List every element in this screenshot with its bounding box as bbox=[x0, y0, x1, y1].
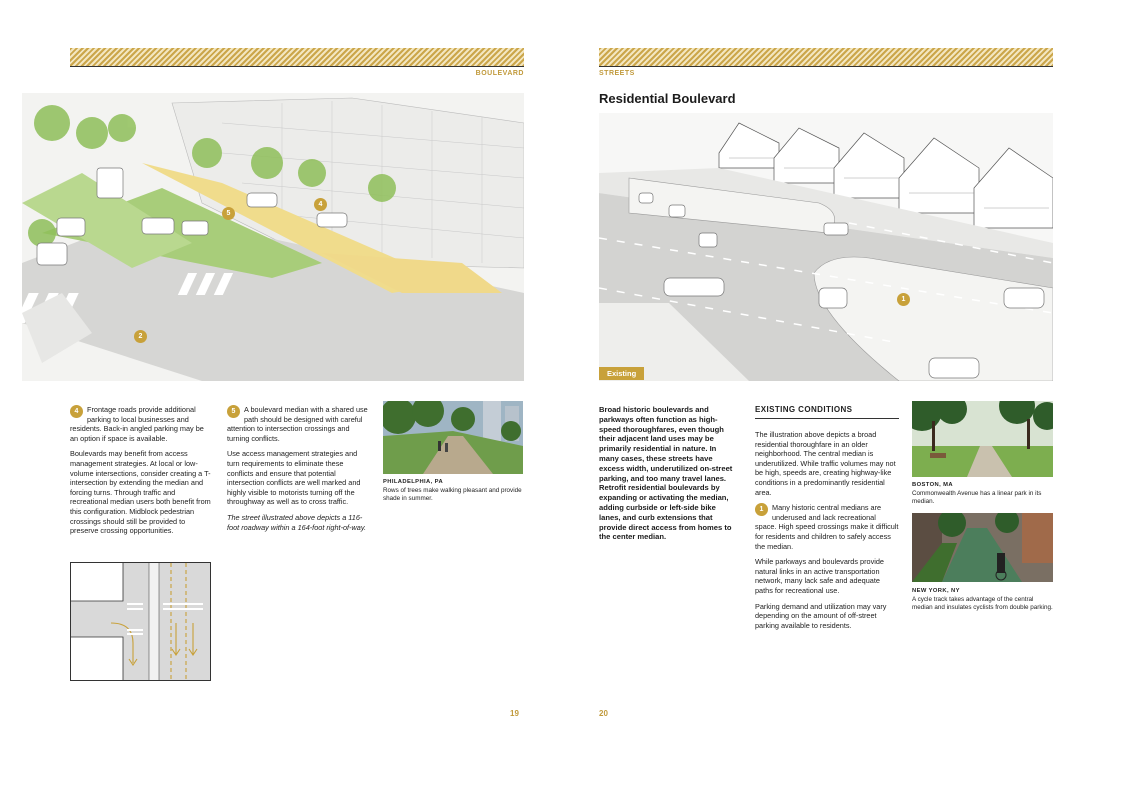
access-management-paragraph: Boulevards may benefit from access management strategies. At local or low-volume intersections, consider creating a T-intersection by extending the median and forcing turns. Through traffic and recreational median users both benefit from this configuration. Midblock pedestrian crossings should still be provided to preserve crossing opportunities. bbox=[70, 449, 211, 536]
photo-caption-text: A cycle track takes advantage of the central median and insulates cyclists from double parking. bbox=[912, 596, 1053, 611]
callout-badge-4: 4 bbox=[314, 198, 327, 211]
frontage-roads-paragraph: 4 Frontage roads provide additional parking to local businesses and residents. Back-in angled parking may be an option if space is available. bbox=[70, 405, 204, 443]
dimensions-note: The street illustrated above depicts a 116-foot roadway within a 164-foot right-of-way. bbox=[227, 512, 366, 532]
t-intersection-drawing bbox=[71, 563, 210, 680]
boston-photo bbox=[912, 401, 1053, 477]
conditions-column bbox=[755, 430, 899, 636]
conditions-p3: While parkways and boulevards provide natural links in an active transportation network, many lack safe and adequate paths for recreational use. bbox=[755, 557, 884, 595]
callout-badge-1: 1 bbox=[897, 293, 910, 306]
existing-tag: Existing bbox=[599, 367, 644, 380]
boston-caption bbox=[912, 481, 1053, 506]
page-title: Residential Boulevard bbox=[599, 91, 736, 106]
paragraph-badge-1: 1 bbox=[755, 503, 768, 516]
paragraph-badge-4: 4 bbox=[70, 405, 83, 418]
callout-badge-5: 5 bbox=[222, 207, 235, 220]
residential-street-drawing bbox=[599, 113, 1053, 381]
conditions-p4: Parking demand and utilization may vary depending on the amount of off-street parking available to residents. bbox=[755, 601, 887, 630]
callout-badge-2: 2 bbox=[134, 330, 147, 343]
photo-location: BOSTON, MA bbox=[912, 482, 953, 488]
left-page-number: 19 bbox=[510, 709, 519, 718]
right-section-label: STREETS bbox=[599, 70, 635, 77]
linear-park-image bbox=[912, 401, 1053, 477]
left-header-hatch bbox=[70, 48, 524, 66]
conditions-p2: 1 Many historic central medians are underused and lack recreational space. High speed crossings make it difficult for residents and children to safely access the median. bbox=[755, 503, 899, 551]
conflicts-paragraph: Use access management strategies and turn requirements to eliminate these conflicts and ensure that potential intersection conflicts are well marked and highly visible to motorists turning off the throughway as well as to cross traffic. bbox=[227, 449, 361, 507]
left-column-1 bbox=[70, 405, 211, 542]
boulevard-street-drawing bbox=[22, 93, 524, 381]
conditions-p1: The illustration above depicts a broad residential thoroughfare in an older neighborhood. The central median is underutilized. While traffic volumes may not be high, speeds are, creating highway-like conditions in a predominantly residential area. bbox=[755, 430, 896, 497]
intro-text: Broad historic boulevards and parkways often function as high-speed thoroughfares, even though their adjacent land uses may be primarily residential in nature. In many cases, these streets have excess width, underutilized on-street parking, and too many travel lanes. Retrofit residential boulevards by expanding or activating the median, adding curbside or left-side bike lanes, and curb extensions that provide direct access from homes to the center median. bbox=[599, 405, 733, 542]
residential-boulevard-illustration bbox=[599, 113, 1053, 381]
cycle-track-image bbox=[912, 513, 1053, 582]
photo-caption-text: Rows of trees make walking pleasant and provide shade in summer. bbox=[383, 487, 522, 502]
philadelphia-caption bbox=[383, 478, 523, 503]
boulevard-illustration bbox=[22, 93, 524, 381]
new-york-caption bbox=[912, 587, 1053, 612]
left-column-2 bbox=[227, 405, 368, 538]
photo-location: NEW YORK, NY bbox=[912, 588, 960, 594]
photo-caption-text: Commonwealth Avenue has a linear park in its median. bbox=[912, 490, 1042, 505]
photo-location: PHILADELPHIA, PA bbox=[383, 479, 444, 485]
left-header-rule bbox=[70, 66, 524, 67]
existing-conditions-heading: EXISTING CONDITIONS bbox=[755, 405, 899, 419]
right-header-hatch bbox=[599, 48, 1053, 66]
median-path-paragraph: 5 A boulevard median with a shared use path should be designed with careful attention to intersection crossings and turning conflicts. bbox=[227, 405, 368, 443]
paragraph-badge-5: 5 bbox=[227, 405, 240, 418]
tree-lined-path-image bbox=[383, 401, 523, 474]
right-page-number: 20 bbox=[599, 709, 608, 718]
philadelphia-photo bbox=[383, 401, 523, 474]
left-section-label: BOULEVARD bbox=[475, 70, 524, 77]
right-header-rule bbox=[599, 66, 1053, 67]
t-intersection-diagram bbox=[70, 562, 211, 681]
new-york-photo bbox=[912, 513, 1053, 582]
